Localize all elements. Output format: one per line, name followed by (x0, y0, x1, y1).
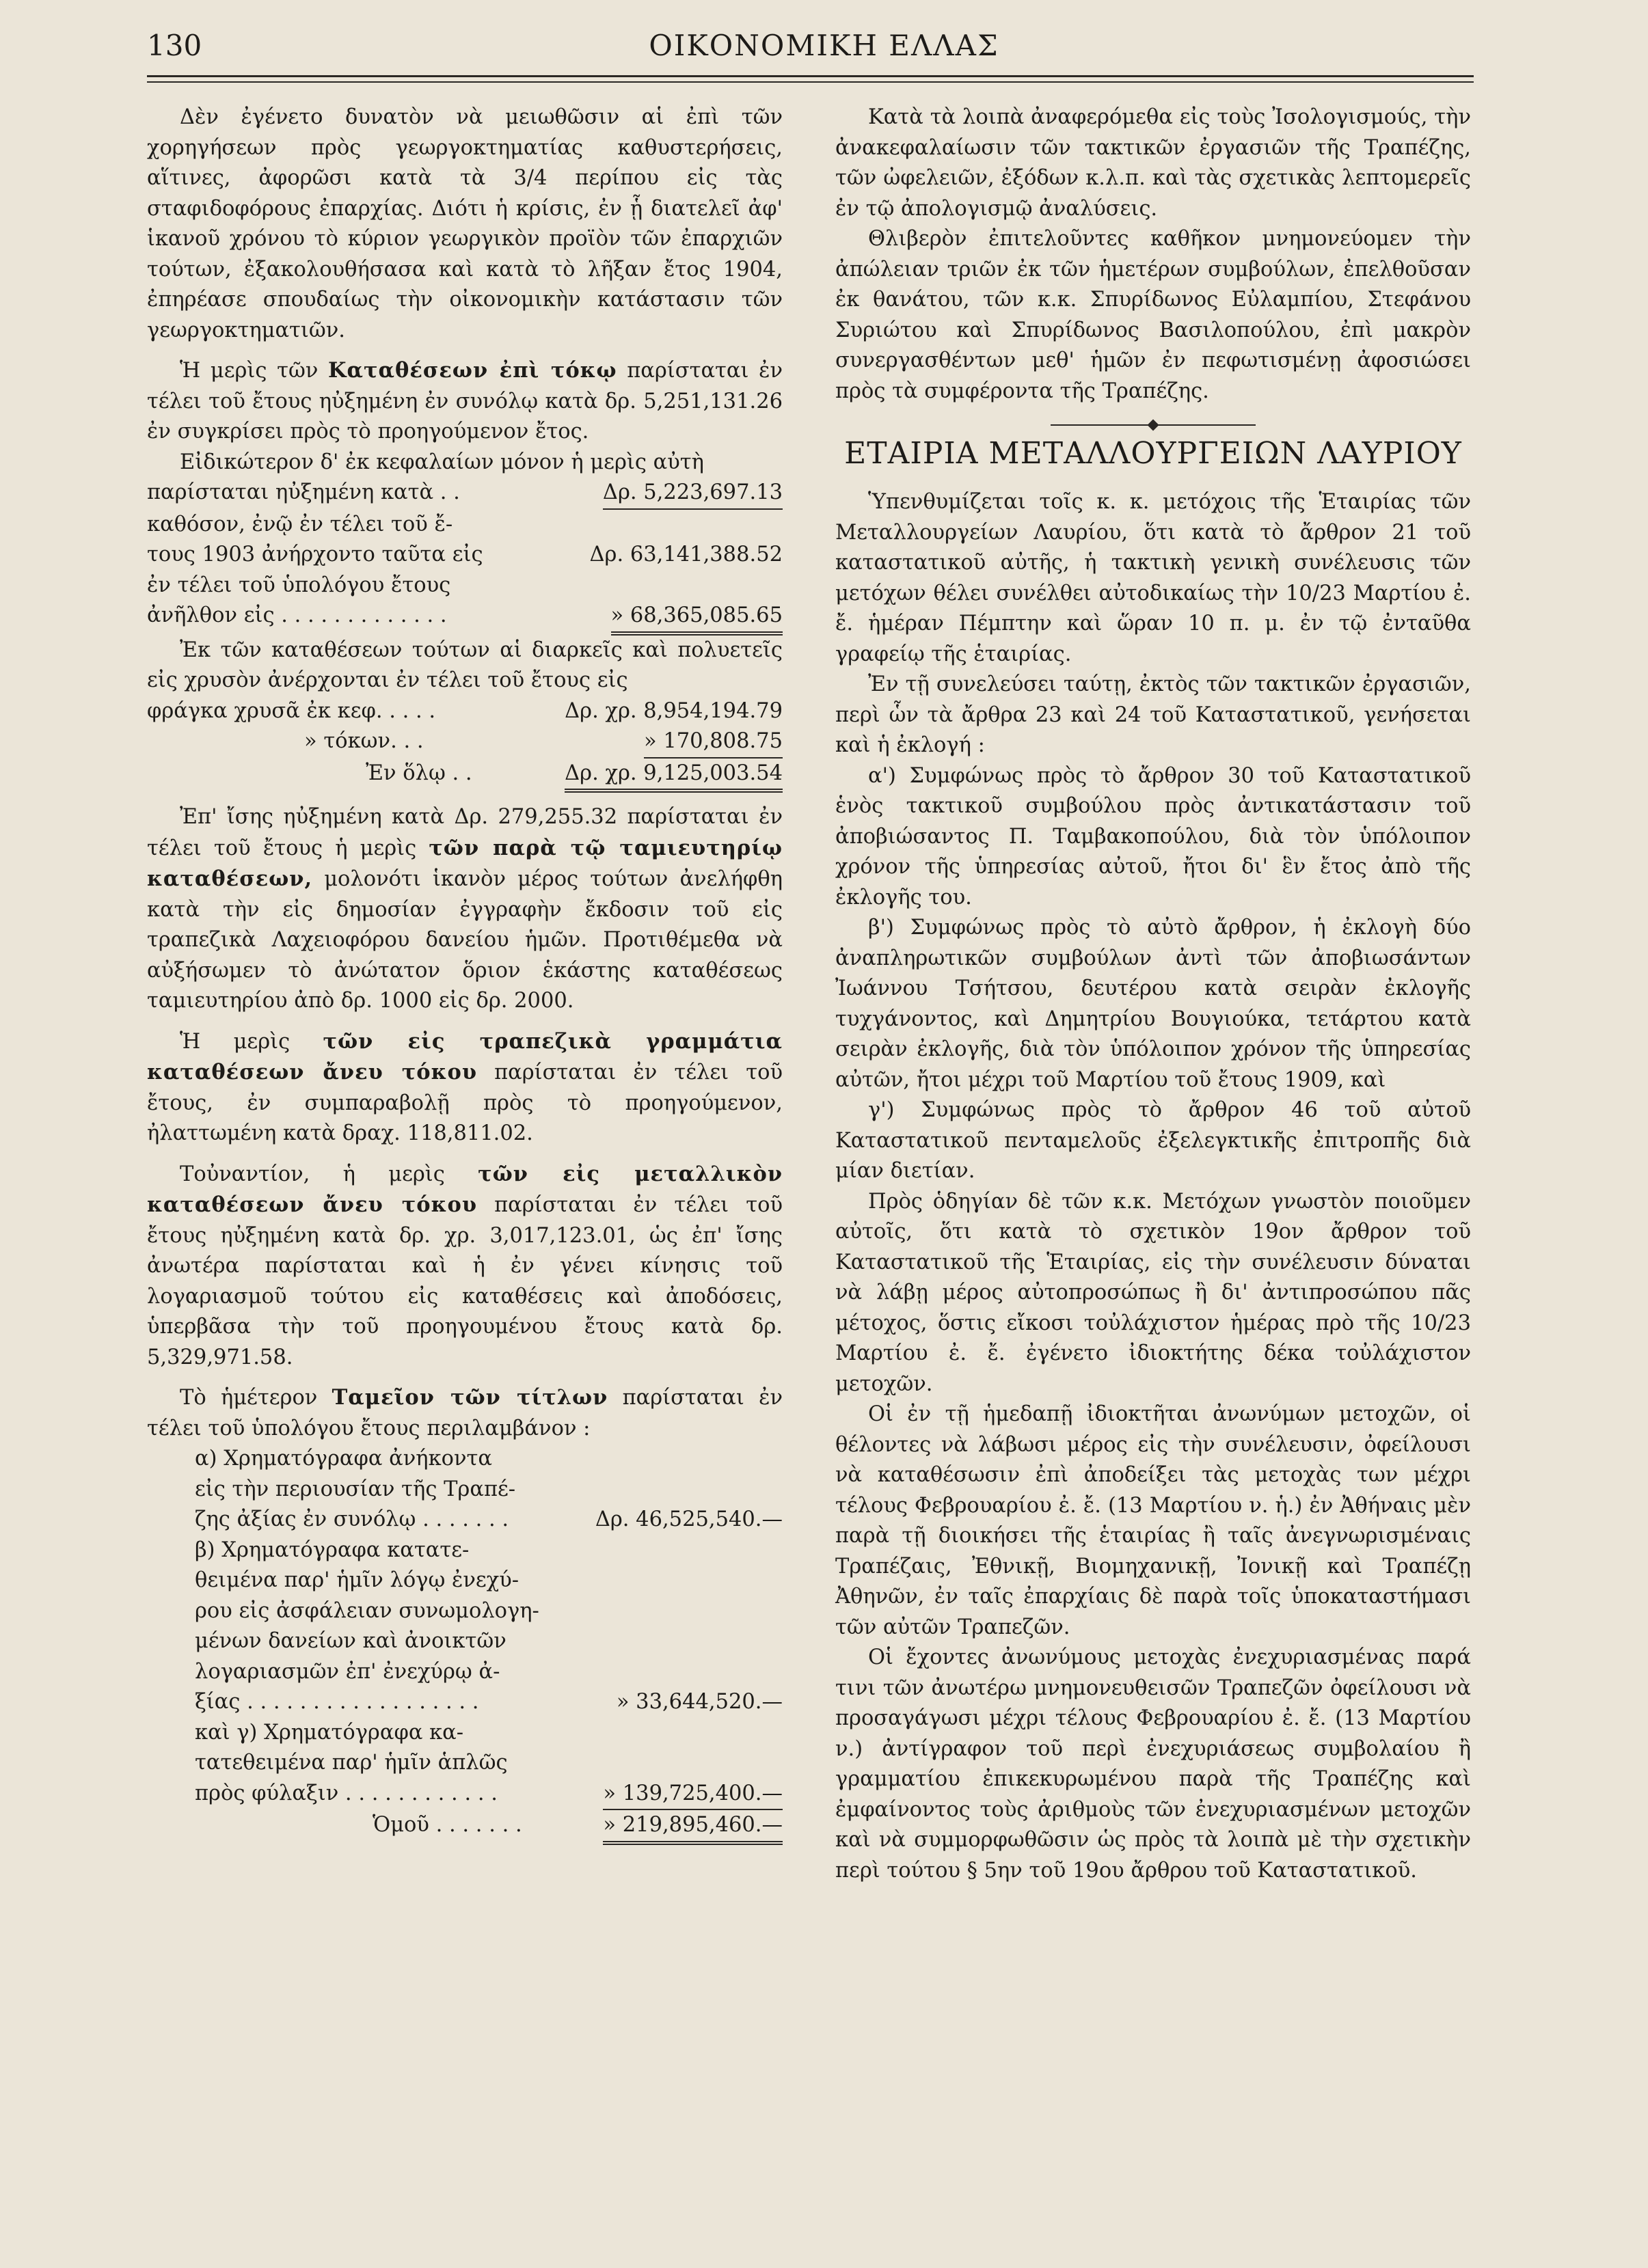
right-column (835, 103, 1471, 1886)
amount: » 33,644,520.— (616, 1690, 783, 1714)
amount: Δρ. 63,141,388.52 (589, 543, 783, 566)
paragraph: Κατὰ τὰ λοιπὰ ἀναφερόμεθα εἰς τοὺς Ἰσολογισμούς, τὴν ἀνακεφαλαίωσιν τῶν τακτικῶν ἐργασιῶν τῆς Τραπέζης, τῶν ὠφελειῶν, ἐξόδων κ.λ.π. καὶ τὰς σχετικὰς λεπτομερεῖς ἐν τῷ ἀπολογισμῷ ἀναλύσεις. (835, 105, 1471, 221)
bold-heading: τῶν παρὰ τῷ ταμιευτηρίῳ καταθέσεων, (147, 835, 783, 891)
paragraph: Ἡ μερὶς τῶν εἰς τραπεζικὰ γραμμάτια καταθέσεων ἄνευ τόκου παρίσταται ἐν τέλει τοῦ ἔτους, ἐν συμπαραβολῇ πρὸς τὸ προηγούμενον, ἠλαττωμένη κατὰ δραχ. 118,811.02. (147, 1028, 783, 1145)
paragraph: Ἐν τῇ συνελεύσει ταύτῃ, ἐκτὸς τῶν τακτικῶν ἐργασιῶν, περὶ ὧν τὰ ἄρθρα 23 καὶ 24 τοῦ Καταστατικοῦ, γενήσεται καὶ ἡ ἐκλογή : (835, 672, 1471, 757)
paragraph: Ἐπ' ἴσης ηὐξημένη κατὰ Δρ. 279,255.32 παρίσταται ἐν τέλει τοῦ ἔτους ἡ μερὶς τῶν παρὰ τῷ ταμιευτηρίῳ καταθέσεων, μολονότι ἱκανὸν μέρος τούτων ἀνελήφθη κατὰ τὴν εἰς δημοσίαν ἐγγραφὴν ἔκδοσιν τοῦ εἰς τραπεζικὰ Λαχειοφόρου δανείου ἡμῶν. Προτιθέμεθα νὰ αὐξήσωμεν τὸ ἀνώτατον ὅριον ἑκάστης καταθέσεως ταμιευτηρίου ἀπὸ δρ. 1000 εἰς δρ. 2000. (147, 805, 783, 1013)
paragraph: Πρὸς ὁδηγίαν δὲ τῶν κ.κ. Μετόχων γνωστὸν ποιοῦμεν αὐτοῖς, ὅτι κατὰ τὸ σχετικὸν 19ον ἄρθρον τοῦ Καταστατικοῦ τῆς Ἑταιρίας, εἰς τὴν συνέλευσιν δύναται νὰ λάβῃ μέρος αὐτοπροσώπως ἢ δι' ἀντιπροσώπου πᾶς μέτοχος, ὅστις εἴκοσι τοὐλάχιστον ἡμέρας πρὸ τῆς 10/23 Μαρτίου ἐ. ἔ. ἐγένετο ἰδιοκτήτης δέκα τοὐλάχιστον μετοχῶν. (835, 1189, 1471, 1396)
paragraph: Τὸ ἡμέτερον Ταμεῖον τῶν τίτλων παρίσταται ἐν τέλει τοῦ ὑπολόγου ἔτους περιλαμβάνον : (147, 1385, 783, 1440)
paragraph: Τοὐναντίον, ἡ μερὶς τῶν εἰς μεταλλικὸν καταθέσεων ἄνευ τόκου παρίσταται ἐν τέλει τοῦ ἔτους ηὐξημένη κατὰ δρ. χρ. 3,017,123.01, ὡς ἐπ' ἴσης ἀνωτέρα παρίσταται καὶ ἡ ἐν γένει κίνησις τοῦ λογαριασμοῦ τούτου εἰς καταθέσεις καὶ ἀποδόσεις, ὑπερβᾶσα τὴν τοῦ προηγουμένου ἔτους κατὰ δρ. 5,329,971.58. (147, 1161, 783, 1369)
amount-row: Ἐν ὅλῳ . . Δρ. χρ. 9,125,003.54 (147, 759, 783, 793)
total-amount: » 219,895,460.— (603, 1810, 783, 1845)
amount: » 170,808.75 (644, 726, 783, 759)
journal-title: ΟΙΚΟΝΟΜΙΚΗ ΕΛΛΑΣ (649, 29, 999, 62)
amount-row: ξίας . . . . . . . . . . . . . . . . . . » 33,644,520.— (147, 1687, 783, 1718)
amount-row: παρίσταται ηὐξημένη κατὰ . . Δρ. 5,223,697.13 (147, 478, 783, 510)
paragraph: Ἐκ τῶν καταθέσεων τούτων αἱ διαρκεῖς καὶ πολυετεῖς εἰς χρυσὸν ἀνέρχονται ἐν τέλει τοῦ ἔτους εἰς (147, 638, 783, 692)
section-title: ΕΤΑΙΡΙΑ ΜΕΤΑΛΛΟΥΡΓΕΙΩΝ ΛΑΥΡΙΟΥ (844, 436, 1462, 471)
amount: » 139,725,400.— (603, 1779, 783, 1811)
page-number: 130 (147, 29, 202, 62)
amount: » 68,365,085.65 (611, 601, 783, 636)
paragraph: Εἰδικώτερον δ' ἐκ κεφαλαίων μόνον ἡ μερὶς αὐτὴ (180, 450, 704, 474)
amount-row: τους 1903 ἀνήρχοντο ταῦτα εἰς Δρ. 63,141,388.52 (147, 540, 783, 571)
paragraph: Οἱ ἐν τῇ ἡμεδαπῇ ἰδιοκτῆται ἀνωνύμων μετοχῶν, οἱ θέλοντες νὰ λάβωσι μέρος εἰς τὴν συνέλευσιν, ὀφείλουσι νὰ καταθέσωσιν ἐπὶ ἀποδείξει τὰς μετοχὰς των μέχρι τέλους Φεβρουαρίου ἐ. ἔ. (13 Μαρτίου ν. ἡ.) ἐν Ἀθήναις μὲν παρὰ τῇ διοικήσει τῆς ἑταιρίας ἢ ταῖς ἀνεγνωρισμέναις Τραπέζαις, Ἐθνικῇ, Βιομηχανικῇ, Ἰονικῇ καὶ Τραπέζῃ Ἀθηνῶν, ἐν ταῖς ἐπαρχίαις δὲ παρὰ τοῖς ὑποκαταστήμασι τῶν αὐτῶν Τραπεζῶν. (835, 1402, 1471, 1639)
securities-list: α) Χρηματόγραφα ἀνήκοντα εἰς τὴν περιουσίαν τῆς Τραπέ- ζης ἀξίας ἐν συνόλῳ . . . . . . . Δρ. 46,525,540.— β) Χρηματόγραφα κατατε- θειμένα παρ' ἡμῖν λόγῳ ἐνεχύ- ρου εἰς ἀσφάλειαν συνωμολογη- μένων δανείων καὶ ἀνοικτῶν λογαριασμῶν ἐπ' ἐνεχύρῳ ἀ- ξίας . . . . . . . . . . . . . . . . . . » 33,644,520.— καὶ γ) Χρηματόγραφα κα- τατεθειμένα παρ' ἡμῖν ἁπλῶς πρὸς φύλαξιν . . . . . . . . . . . . » 139,725,400.— Ὁμοῦ . . . . . . . » 219,895,460.— (147, 1444, 783, 1845)
bold-heading: τῶν εἰς μεταλλικὸν καταθέσεων ἄνευ τόκου (147, 1161, 783, 1217)
paragraph: α') Συμφώνως πρὸς τὸ ἄρθρον 30 τοῦ Καταστατικοῦ ἑνὸς τακτικοῦ συμβούλου πρὸς ἀντικατάστασιν τοῦ ἀποβιώσαντος Π. Ταμβακοπούλου, διὰ τὸν ὑπόλοιπον χρόνον τῆς ὑπηρεσίας αὐτοῦ, ἤτοι δι' ἓν ἔτος ἀπὸ τῆς ἐκλογῆς του. (835, 763, 1471, 910)
paragraph: β') Συμφώνως πρὸς τὸ αὐτὸ ἄρθρον, ἡ ἐκλογὴ δύο ἀναπληρωτικῶν συμβούλων ἀντὶ τῶν ἀποβιωσάντων Ἰωάννου Τσήτσου, δευτέρου κατὰ σειρὰν ἐκλογῆς τυχγάνοντος, καὶ Δημητρίου Βουγιούκα, τετάρτου κατὰ σειρὰν ἐκλογῆς, διὰ τὸν ὑπόλοιπον χρόνον τῆς ὑπηρεσίας αὐτῶν, ἤτοι μέχρι τοῦ Μαρτίου τοῦ ἔτους 1909, καὶ (835, 916, 1471, 1092)
amount-row: ἀνῆλθον εἰς . . . . . . . . . . . . . » 68,365,085.65 (147, 601, 783, 636)
paragraph: Οἱ ἔχοντες ἀνωνύμους μετοχὰς ἐνεχυριασμένας παρά τινι τῶν ἀνωτέρω μνημονευθεισῶν Τραπεζῶν ὀφείλουσι νὰ προσαγάγωσι μέχρι τέλους Φεβρουαρίου ἐ. ἔ. (13 Μαρτίου ν.) ἀντίγραφον τοῦ περὶ ἐνεχυριάσεως συμβολαίου ἢ γραμματίου ἐπικεκυρωμένου παρὰ τῆς Τραπέζης καὶ ἐμφαίνοντος τοὺς ἀριθμοὺς τῶν ἐνεχυριασμένων μετοχῶν καὶ νὰ συμμορφωθῶσιν ὡς πρὸς τὰ λοιπὰ μὲ τὴν σχετικὴν περὶ τούτου § 5ην τοῦ 19ου ἄρθρου τοῦ Καταστατικοῦ. (835, 1645, 1471, 1883)
amount: Δρ. 5,223,697.13 (603, 478, 783, 510)
paragraph: γ') Συμφώνως πρὸς τὸ ἄρθρον 46 τοῦ αὐτοῦ Καταστατικοῦ πενταμελοῦς ἐξελεγκτικῆς ἐπιτροπῆς διὰ μίαν διετίαν. (835, 1098, 1471, 1183)
bold-heading: Ταμεῖον τῶν τίτλων (332, 1385, 608, 1410)
amount-row: φράγκα χρυσᾶ ἐκ κεφ. . . . . Δρ. χρ. 8,954,194.79 (147, 696, 783, 727)
bold-heading: Καταθέσεων ἐπὶ τόκῳ (328, 358, 617, 383)
section-divider (1051, 424, 1256, 426)
amount: Δρ. χρ. 8,954,194.79 (565, 698, 783, 723)
paragraph: Ἡ μερὶς τῶν Καταθέσεων ἐπὶ τόκῳ παρίσταται ἐν τέλει τοῦ ἔτους ηὐξημένη ἐν συνόλῳ κατὰ δρ. 5,251,131.26 ἐν συγκρίσει πρὸς τὸ προηγούμενον ἔτος. (147, 358, 783, 443)
header-rule (147, 75, 1474, 83)
amount: Δρ. 46,525,540.— (595, 1507, 783, 1531)
amount: Δρ. χρ. 9,125,003.54 (565, 759, 783, 793)
paragraph: Θλιβερὸν ἐπιτελοῦντες καθῆκον μνημονεύομεν τὴν ἀπώλειαν τριῶν ἐκ τῶν ἡμετέρων συμβούλων, ἐπελθοῦσαν ἐκ θανάτου, τῶν κ.κ. Σπυρίδωνος Εὐλαμπίου, Στεφάνου Συριώτου καὶ Σπυρίδωνος Βασιλοπούλου, ἐπὶ μακρὸν συνεργασθέντων μεθ' ἡμῶν ἐν πεφωτισμένῃ ἀφοσιώσει πρὸς τὰ συμφέροντα τῆς Τραπέζης. (835, 227, 1471, 403)
total-row: Ὁμοῦ . . . . . . . » 219,895,460.— (147, 1810, 783, 1845)
left-column: Δὲν ἐγένετο δυνατὸν νὰ μειωθῶσιν αἱ ἐπὶ τῶν χορηγήσεων πρὸς γεωργοκτηματίας καθυστερήσεις, αἵτινες, ἀφορῶσι κατὰ τὰ 3/4 περίπου εἰς τὰς σταφιδοφόρους ἐπαρχίας. Διότι ἡ κρίσις, ἐν ᾗ διατελεῖ ἀφ' ἱκανοῦ χρόνου τὸ κύριον γεωργικὸν προϊὸν τῶν ἐπαρχιῶν τούτων, ἐξακολουθήσασα καὶ κατὰ τὸ λῆξαν ἔτος 1904, ἐπηρέασε σπουδαίως τὴν οἰκονομικὴν κατάστασιν τῶν γεωργοκτηματιῶν. Ἡ μερὶς τῶν Καταθέσεων ἐπὶ τόκῳ παρίσταται ἐν τέλει τοῦ ἔτους ηὐξημένη ἐν συνόλῳ κατὰ δρ. 5,251,131.26 ἐν συγκρίσει πρὸς τὸ προηγούμενον ἔτος. Εἰδικώτερον δ' ἐκ κεφαλαίων μόνον ἡ μερὶς αὐτὴ παρίσταται ηὐξημένη κατὰ . . Δρ. 5,223,697.13 καθόσον, ἐνῷ ἐν τέλει τοῦ ἔ- τους 1903 ἀνήρχοντο ταῦτα εἰς Δρ. 63,141,388.52 ἐν τέλει τοῦ ὑπολόγου ἔτους ἀνῆλθον εἰς . . . . . . . . . . . . . » 68,365,085.65 Ἐκ τῶν καταθέσεων τούτων αἱ διαρκεῖς καὶ πολυετεῖς εἰς χρυσὸν ἀνέρχονται ἐν τέλει τοῦ ἔτους εἰς φράγκα χρυσᾶ ἐκ κεφ. . . . . Δρ. χρ. 8,954,194.79 » τόκων. . . » 170,808.75 Ἐν ὅλῳ . . Δρ. χρ. 9,125,003.54 Ἐπ' ἴσης ηὐξημένη κατὰ Δρ. 279,255.32 παρίσταται ἐν τέλει τοῦ ἔτους ἡ μερὶς τῶν παρὰ τῷ ταμιευτηρίῳ καταθέσεων, μολονότι ἱκανὸν μέρος τούτων ἀνελήφθη κατὰ τὴν εἰς δημοσίαν ἐγγραφὴν ἔκδοσιν τοῦ εἰς τραπεζικὰ Λαχειοφόρου δανείου ἡμῶν. Προτιθέμεθα νὰ αὐξήσωμεν τὸ ἀνώτατον ὅριον ἑκάστης καταθέσεως ταμιευτηρίου ἀπὸ δρ. 1000 εἰς δρ. 2000. Ἡ μερὶς τῶν εἰς τραπεζικὰ γραμμάτια καταθέσεων ἄνευ τόκου παρίσταται ἐν τέλει τοῦ ἔτους, ἐν συμπαραβολῇ πρὸς τὸ προηγούμενον, ἠλαττωμένη κατὰ δραχ. 118,811.02. Τοὐναντίον, ἡ μερὶς τῶν εἰς μεταλλικὸν καταθέσεων ἄνευ τόκου παρίσταται ἐν τέλει τοῦ ἔτους ηὐξημένη κατὰ δρ. χρ. 3,017,123.01, ὡς ἐπ' ἴσης ἀνωτέρα παρίσταται καὶ ἡ ἐν γένει κίνησις τοῦ λογαριασμοῦ τούτου εἰς καταθέσεις καὶ ἀποδόσεις, ὑπερβᾶσα τὴν τοῦ προηγουμένου ἔτους κατὰ δρ. 5,329,971.58. Τὸ ἡμέτερον Ταμεῖον τῶν τίτλων παρίσταται ἐν τέλει τοῦ ὑπολόγου ἔτους περιλαμβάνον : α) Χρηματόγραφα ἀνήκοντα εἰς τὴν περιουσίαν τῆς Τραπέ- ζης ἀξίας ἐν συνόλῳ . . . . . . . Δρ. 46,525,540.— β) Χρηματόγραφα κατατε- θειμένα παρ' ἡμῖν λόγῳ ἐνεχύ- ρου εἰς ἀσφάλειαν συνωμολογη- μένων δανείων καὶ ἀνοικτῶν λογαριασμῶν ἐπ' ἐνεχύρῳ ἀ- ξίας . . . . . . . . . . . . . . . . . . » 33,644,520.— καὶ γ) Χρηματόγραφα κα- τατεθειμένα παρ' ἡμῖν ἁπλῶς πρὸς φύλαξιν . . . . . . . . . . . . » 139,725,400.— Ὁμοῦ . . . . . . . » 219,895,460.— (147, 103, 783, 1845)
amount-row: ζης ἀξίας ἐν συνόλῳ . . . . . . . Δρ. 46,525,540.— (147, 1505, 783, 1535)
amount-row: » τόκων. . . » 170,808.75 (147, 726, 783, 759)
amount-row: πρὸς φύλαξιν . . . . . . . . . . . . » 139,725,400.— (147, 1779, 783, 1811)
paragraph: Ὑπενθυμίζεται τοῖς κ. κ. μετόχοις τῆς Ἑταιρίας τῶν Μεταλλουργείων Λαυρίου, ὅτι κατὰ τὸ ἄρθρον 21 τοῦ καταστατικοῦ αὐτῆς, ἡ τακτικὴ γενικὴ συνέλευσις τῶν μετόχων θέλει συνέλθει αὐτοδικαίως τὴν 10/23 Μαρτίου ἐ. ἔ. ἡμέραν Πέμπτην καὶ ὥραν 10 π. μ. ἐν τῷ ἐνταῦθα γραφείῳ τῆς ἑταιρίας. (835, 490, 1471, 666)
paragraph: Δὲν ἐγένετο δυνατὸν νὰ μειωθῶσιν αἱ ἐπὶ τῶν χορηγήσεων πρὸς γεωργοκτηματίας καθυστερήσεις, αἵτινες, ἀφορῶσι κατὰ τὰ 3/4 περίπου εἰς τὰς σταφιδοφόρους ἐπαρχίας. Διότι ἡ κρίσις, ἐν ᾗ διατελεῖ ἀφ' ἱκανοῦ χρόνου τὸ κύριον γεωργικὸν προϊὸν τῶν ἐπαρχιῶν τούτων, ἐξακολουθήσασα καὶ κατὰ τὸ λῆξαν ἔτος 1904, ἐπηρέασε σπουδαίως τὴν οἰκονομικὴν κατάστασιν τῶν γεωργοκτηματιῶν. (147, 105, 783, 342)
bold-heading: τῶν εἰς τραπεζικὰ γραμμάτια καταθέσεων ἄνευ τόκου (147, 1028, 783, 1084)
